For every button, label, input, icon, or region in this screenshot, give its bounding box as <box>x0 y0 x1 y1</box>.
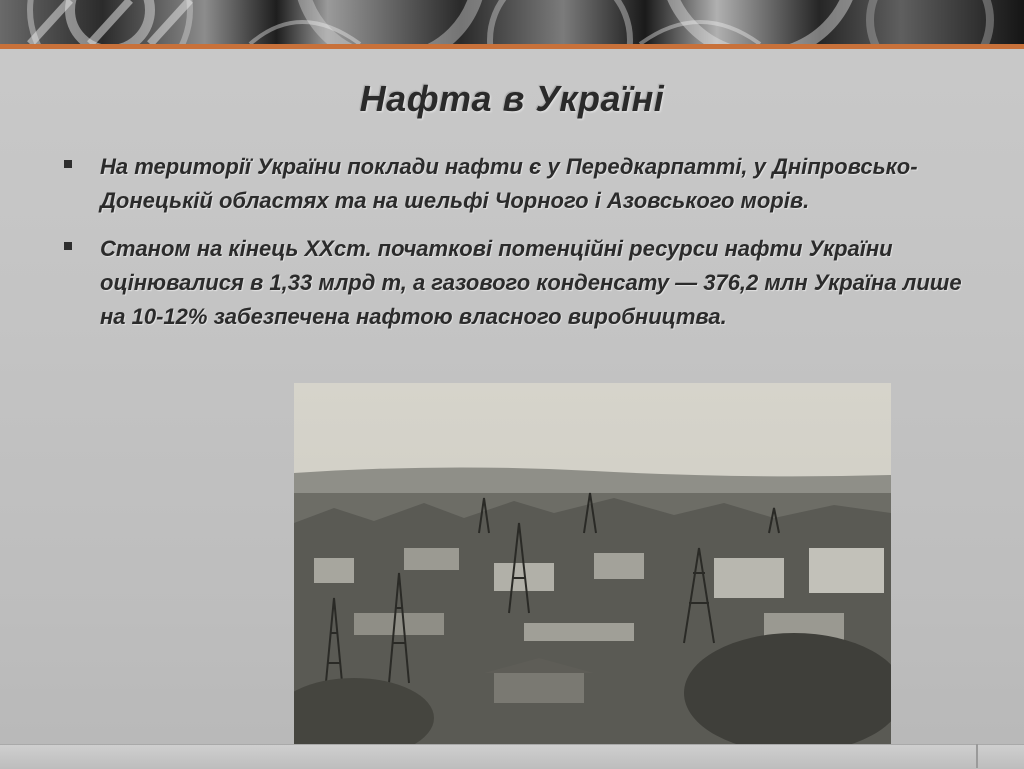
footer-bar <box>0 744 1024 769</box>
square-bullet-icon <box>64 160 72 168</box>
footer-divider <box>976 744 978 768</box>
bullet-text: Станом на кінець ХХст. початкові потенційні ресурси нафти України оцінювалися в 1,33 млрд т, а газового конденсату — 376,2 млн Україна лише на 10-12% забезпечена нафтою власного виробництва. <box>100 236 962 329</box>
bullet-item <box>62 232 962 334</box>
wheel-rims-graphic <box>0 0 1024 44</box>
accent-divider <box>0 44 1024 49</box>
slide-title: Нафта в Україні <box>359 78 665 119</box>
bullet-item <box>62 150 962 218</box>
header-decorative-band <box>0 0 1024 44</box>
bullet-list <box>62 150 962 348</box>
bullet-text: На території України поклади нафти є у Передкарпатті, у Дніпровсько-Донецькій областях та на шельфі Чорного і Азовського морів. <box>100 154 918 213</box>
square-bullet-icon <box>64 242 72 250</box>
oilfield-photo <box>294 383 891 748</box>
historic-oilfield-town-photo-icon <box>294 383 891 748</box>
